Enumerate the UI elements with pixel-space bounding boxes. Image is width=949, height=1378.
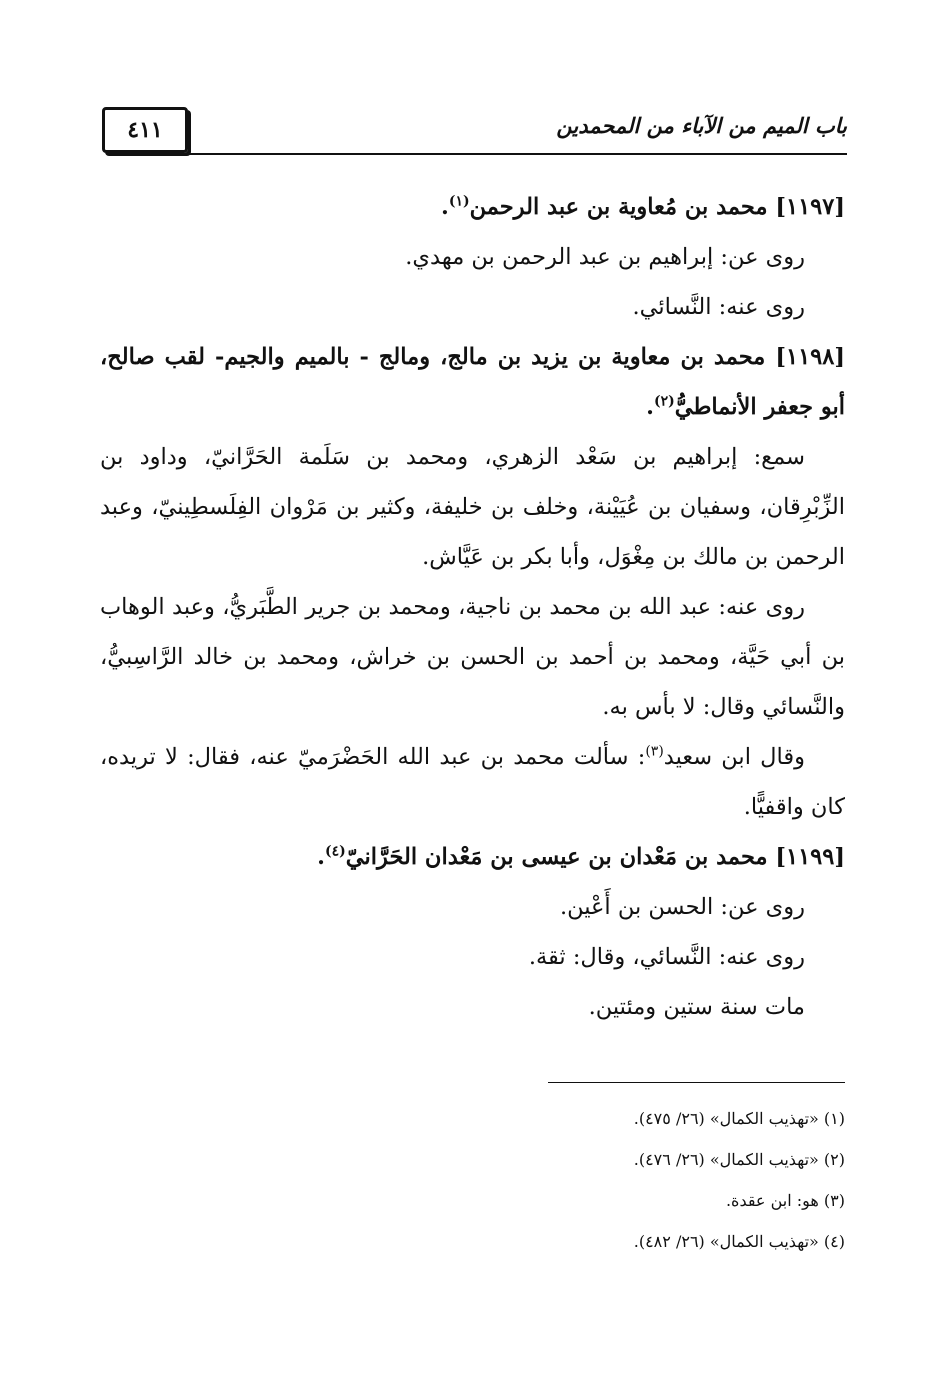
entry-1198-heard-from: سمع: إبراهيم بن سَعْد الزهري، ومحمد بن سَلَمة الحَرَّانيّ، وداود بن الزِّبْرِقان، وسفيان بن عُيَيْنة، وخلف بن خليفة، وكثير بن مَرْوان الفِلَسطِينيّ، وعبد الرحمن بن مالك بن مِغْوَل، وأبا بكر بن عَيَّاش.: [100, 444, 845, 570]
entry-1199-line-3: مات سنة ستين ومئتين.: [588, 994, 805, 1020]
footnote-ref-2: (٢): [653, 393, 675, 410]
page-number: ٤١١: [102, 107, 188, 153]
footnote-1: (١) «تهذيب الكمال» (٢٦/ ٤٧٥).: [633, 1109, 845, 1128]
entry-1197-line-1: روى عن: إبراهيم بن عبد الرحمن بن مهدي.: [405, 244, 805, 270]
main-text: [100, 182, 845, 1032]
footnote-2: (٢) «تهذيب الكمال» (٢٦/ ٤٧٦).: [633, 1150, 845, 1169]
footnote-ref-3: (٣): [645, 743, 664, 760]
running-title: باب الميم من الآباء من المحمدين: [556, 113, 847, 138]
entry-1198-comment: وقال ابن سعيد$^{(٣)}$: سألت محمد بن عبد الله الحَضْرَميّ عنه، فقال: لا تريده، كان واقفيًّا.: [100, 743, 845, 820]
footnote-separator: [548, 1082, 845, 1083]
entry-title-1197: [١١٩٧] محمد بن مُعاوية بن عبد الرحمن$^{(١)}$.: [441, 193, 845, 220]
entry-1199-line-1: روى عن: الحسن بن أَعْين.: [559, 894, 805, 920]
footnote-3: (٣) هو: ابن عقدة.: [725, 1191, 845, 1210]
page-header: [102, 95, 847, 157]
footnote-ref-1: (١): [448, 193, 470, 210]
header-rule: [188, 153, 847, 155]
footnotes: [300, 1098, 845, 1262]
footnote-ref-4: (٤): [325, 843, 346, 860]
entry-title-1198: [١١٩٨] محمد بن معاوية بن يزيد بن مالج، ومالج - بالميم والجيم- لقب صالح، أبو جعفر الأنماطيُّ$^{(٢)}$.: [100, 344, 845, 420]
entry-title-1199: [١١٩٩] محمد بن مَعْدان بن عيسى بن مَعْدان الحَرَّانيّ$^{(٤)}$.: [317, 843, 845, 870]
entry-1197-line-2: روى عنه: النَّسائي.: [632, 294, 805, 320]
entry-1199-line-2: روى عنه: النَّسائي، وقال: ثقة.: [528, 944, 805, 970]
footnote-4: (٤) «تهذيب الكمال» (٢٦/ ٤٨٢).: [633, 1232, 845, 1251]
entry-1198-narrated-by: روى عنه: عبد الله بن محمد بن ناجية، ومحمد بن جرير الطَّبَريُّ، وعبد الوهاب بن أبي حَيَّة، ومحمد بن أحمد بن الحسن بن خراش، ومحمد بن خالد الرَّاسِبيُّ، والنَّسائي وقال: لا بأس به.: [100, 594, 845, 720]
